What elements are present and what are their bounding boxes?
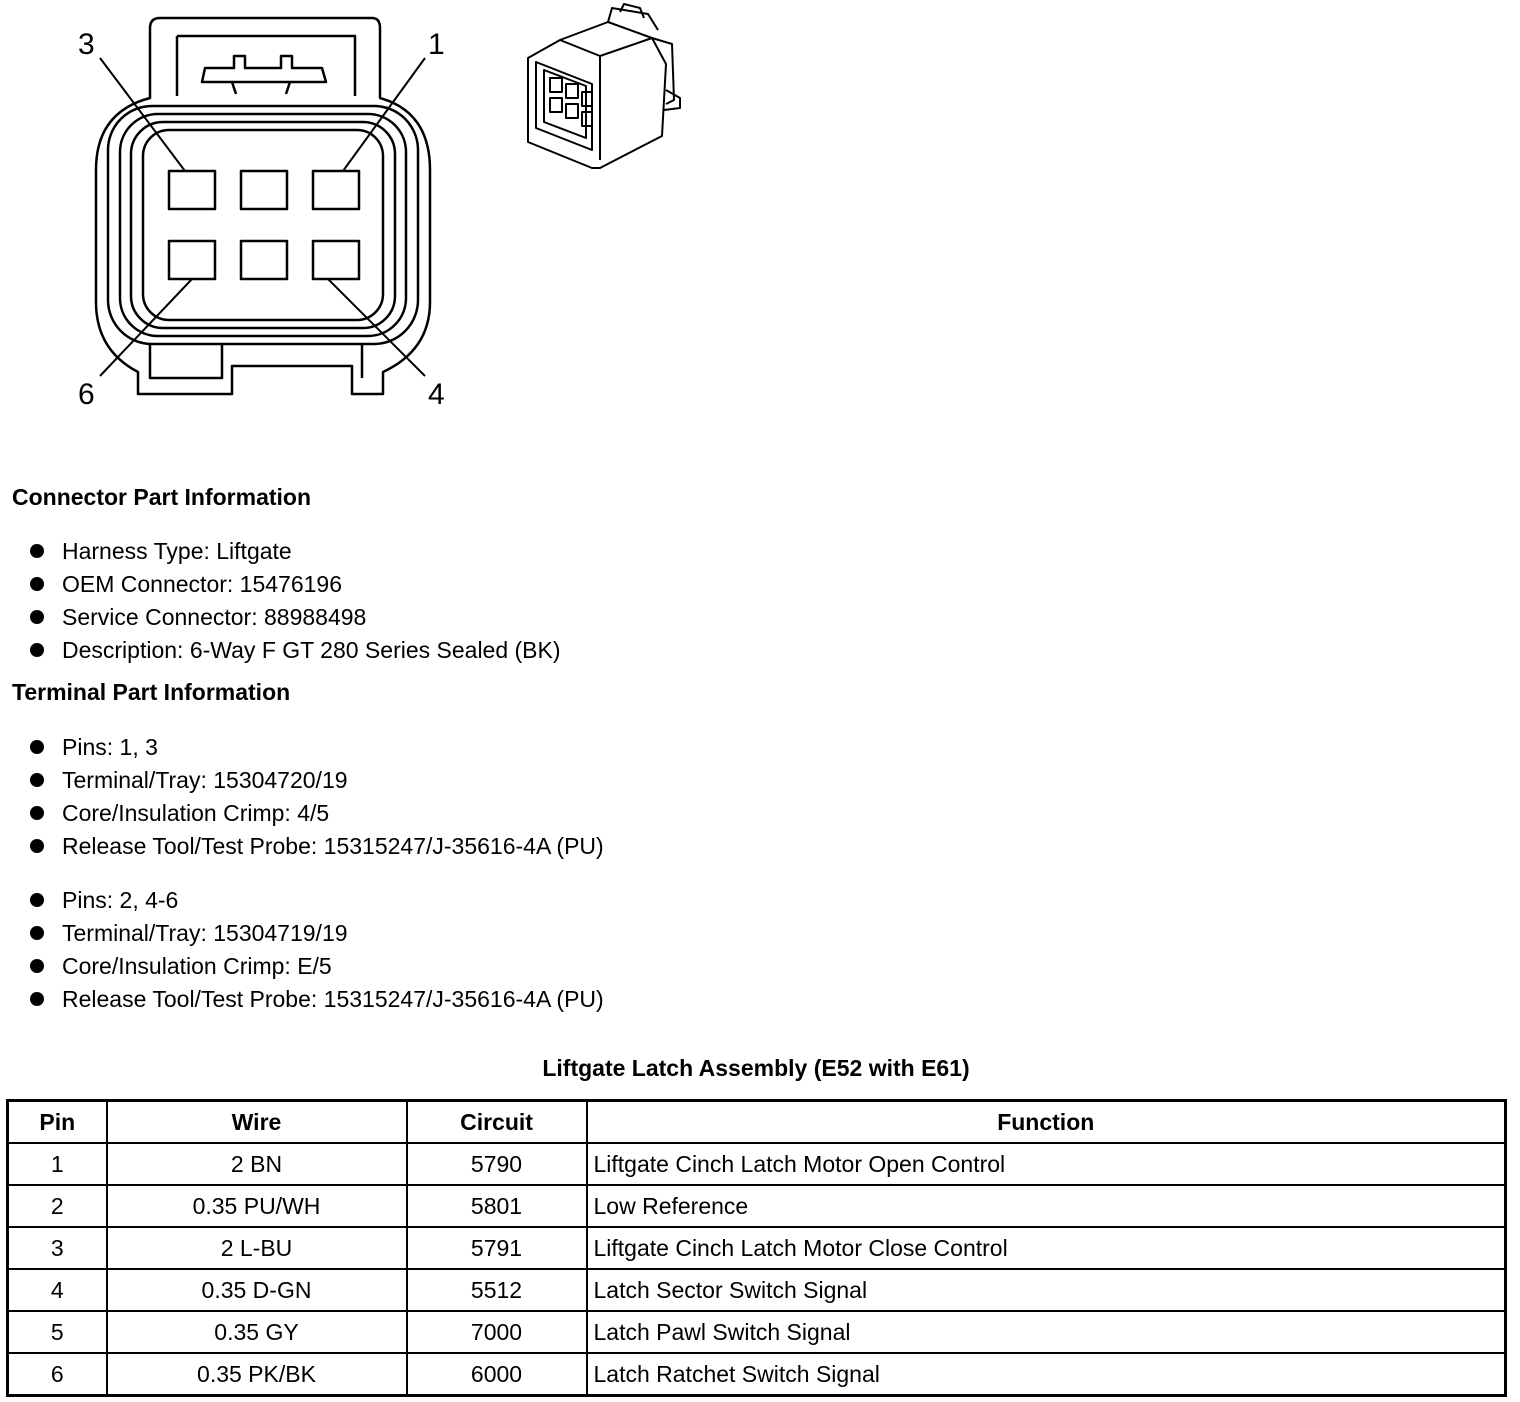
list-item: Core/Insulation Crimp: E/5 <box>28 950 604 983</box>
cell-circuit: 5801 <box>407 1185 587 1227</box>
pin-callout-1: 1 <box>428 28 445 61</box>
cell-pin: 2 <box>8 1185 107 1227</box>
cell-pin: 5 <box>8 1311 107 1353</box>
pin-callout-4: 4 <box>428 378 445 411</box>
pin-cavity-2 <box>241 171 287 209</box>
table-row <box>8 1311 1506 1353</box>
list-item: Terminal/Tray: 15304719/19 <box>28 917 604 950</box>
table-row <box>8 1269 1506 1311</box>
table-row <box>8 1185 1506 1227</box>
cell-function: Liftgate Cinch Latch Motor Close Control <box>587 1227 1506 1269</box>
list-item: Release Tool/Test Probe: 15315247/J-35616-4A (PU) <box>28 983 604 1016</box>
pin-cavity-1 <box>313 171 359 209</box>
pin-callout-3: 3 <box>78 28 95 61</box>
bullet-icon <box>30 740 44 754</box>
list-item: Pins: 1, 3 <box>28 731 604 764</box>
table-header-row <box>8 1101 1506 1144</box>
table-row <box>8 1143 1506 1185</box>
cell-circuit: 6000 <box>407 1353 587 1396</box>
cell-wire: 2 BN <box>107 1143 407 1185</box>
pin-callout-6: 6 <box>78 378 95 411</box>
connector-housing-outline <box>96 18 430 394</box>
cell-function: Latch Pawl Switch Signal <box>587 1311 1506 1353</box>
cell-function: Latch Sector Switch Signal <box>587 1269 1506 1311</box>
cell-wire: 0.35 PK/BK <box>107 1353 407 1396</box>
cell-function: Liftgate Cinch Latch Motor Open Control <box>587 1143 1506 1185</box>
table-row <box>8 1227 1506 1269</box>
bullet-icon <box>30 839 44 853</box>
bullet-icon <box>30 992 44 1006</box>
bullet-icon <box>30 773 44 787</box>
cell-pin: 6 <box>8 1353 107 1396</box>
bullet-icon <box>30 544 44 558</box>
latch-icon <box>202 56 326 94</box>
cell-circuit: 5790 <box>407 1143 587 1185</box>
header-wire: Wire <box>107 1101 407 1144</box>
list-item: Core/Insulation Crimp: 4/5 <box>28 797 604 830</box>
header-circuit: Circuit <box>407 1101 587 1144</box>
terminal-part-info-group-1 <box>28 731 604 863</box>
list-item: Harness Type: Liftgate <box>28 535 561 568</box>
header-function: Function <box>587 1101 1506 1144</box>
cell-pin: 3 <box>8 1227 107 1269</box>
list-item: Terminal/Tray: 15304720/19 <box>28 764 604 797</box>
list-item: Description: 6-Way F GT 280 Series Sealed (BK) <box>28 634 561 667</box>
list-item: Release Tool/Test Probe: 15315247/J-35616-4A (PU) <box>28 830 604 863</box>
bullet-icon <box>30 643 44 657</box>
table-row <box>8 1353 1506 1396</box>
terminal-part-info-group-2 <box>28 884 604 1016</box>
cell-wire: 0.35 D-GN <box>107 1269 407 1311</box>
connector-part-info-list <box>28 535 561 667</box>
list-item: Pins: 2, 4-6 <box>28 884 604 917</box>
list-item: Service Connector: 88988498 <box>28 601 561 634</box>
pin-cavity-6 <box>169 241 215 279</box>
terminal-part-info-title: Terminal Part Information <box>12 679 291 705</box>
header-pin: Pin <box>8 1101 107 1144</box>
cell-circuit: 5512 <box>407 1269 587 1311</box>
cell-wire: 0.35 GY <box>107 1311 407 1353</box>
pin-cavity-3 <box>169 171 215 209</box>
bullet-icon <box>30 926 44 940</box>
cell-pin: 1 <box>8 1143 107 1185</box>
connector-diagram <box>0 0 760 440</box>
connector-part-info-title: Connector Part Information <box>12 484 312 510</box>
bullet-icon <box>30 577 44 591</box>
bullet-icon <box>30 893 44 907</box>
cell-function: Low Reference <box>587 1185 1506 1227</box>
pin-cavity-5 <box>241 241 287 279</box>
connector-3d-illustration <box>528 4 680 168</box>
cell-wire: 2 L-BU <box>107 1227 407 1269</box>
cell-function: Latch Ratchet Switch Signal <box>587 1353 1506 1396</box>
bullet-icon <box>30 610 44 624</box>
pin-cavity-4 <box>313 241 359 279</box>
pin-table <box>6 1099 1507 1397</box>
cell-circuit: 5791 <box>407 1227 587 1269</box>
cell-wire: 0.35 PU/WH <box>107 1185 407 1227</box>
pin-table-title: Liftgate Latch Assembly (E52 with E61) <box>542 1055 970 1081</box>
list-item: OEM Connector: 15476196 <box>28 568 561 601</box>
cell-circuit: 7000 <box>407 1311 587 1353</box>
cell-pin: 4 <box>8 1269 107 1311</box>
bullet-icon <box>30 806 44 820</box>
bullet-icon <box>30 959 44 973</box>
